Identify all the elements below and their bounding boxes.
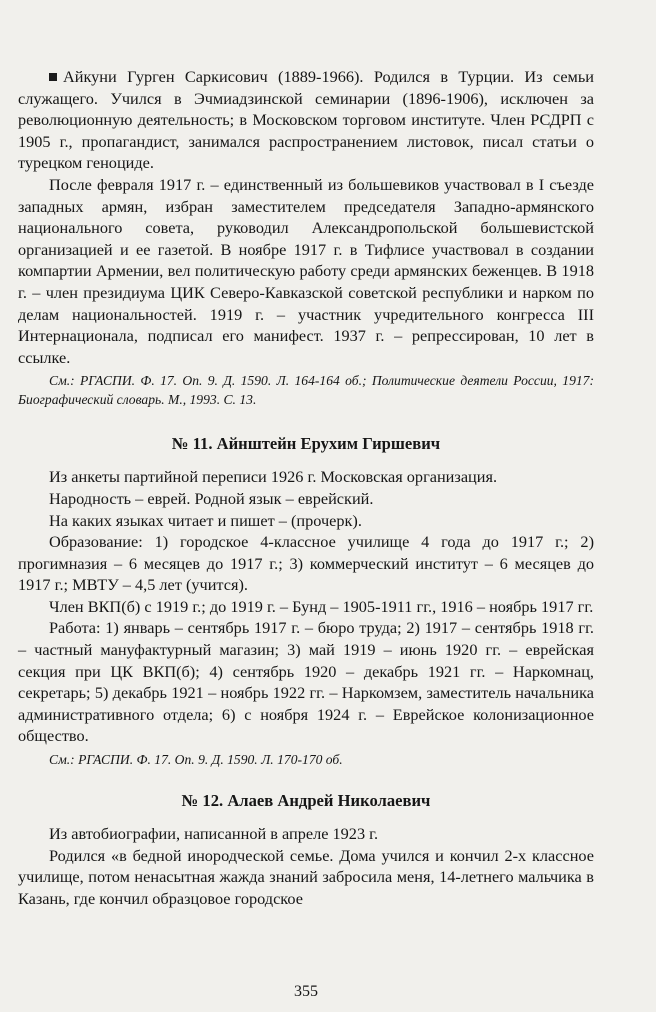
entry-11-paragraph: Член ВКП(б) с 1919 г.; до 1919 г. – Бунд – 1905-1911 гг., 1916 – ноябрь 1917 гг. <box>49 596 594 616</box>
entry-12-heading: № 12. Алаев Андрей Николаевич <box>181 791 431 811</box>
entry-11-source: См.: РГАСПИ. Ф. 17. Оп. 9. Д. 1590. Л. 170-170 об. <box>49 752 343 768</box>
entry-aikuni-paragraph: После февраля 1917 г. – единственный из большевиков участвовал в I съезде западных армян, избран заместителем председателя Западно-армянского национального совета, руководил Александропольской большевистской организацией и ее газетой. В ноябре 1917 г. в Тифлисе участвовал в создании компартии Армении, вел политическую работу среди армянских беженцев. В 1918 г. – член президиума ЦИК Северо-Кавказской советской республики и нарком по делам национальностей. 1919 г. – участник учредительного конгресса III Интернационала, подписал его манифест. 1937 г. – репрессирован, 10 лет в ссылке. <box>18 174 594 367</box>
entry-12-paragraph: Из автобиографии, написанной в апреле 1923 г. <box>49 824 379 844</box>
entry-11-paragraph: Образование: 1) городское 4-классное училище 4 года до 1917 г.; 2) прогимназия – 6 месяцев до 1917 г.; 3) коммерческий институт – 6 месяцев до 1917 г.; МВТУ – 4,5 лет (учится). <box>18 532 594 595</box>
entry-aikuni-source: См.: РГАСПИ. Ф. 17. Оп. 9. Д. 1590. Л. 164-164 об.; Политические деятели России, 1917: Биографический словарь. М., 1993. С. 13. <box>18 373 594 408</box>
page-content <box>18 66 594 909</box>
entry-aikuni-paragraph: Айкуни Гурген Саркисович (1889-1966). Родился в Турции. Из семьи служащего. Учился в Эчмиадзинской семинарии (1896-1906), исключен за революционную деятельность; в Московском торговом институте. Член РСДРП с 1905 г., пропагандист, занимался распространением листовок, писал статьи о турецком геноциде. <box>18 67 594 173</box>
square-bullet-icon <box>49 73 57 81</box>
entry-11-paragraph: Работа: 1) январь – сентябрь 1917 г. – бюро труда; 2) 1917 – сентябрь 1918 гг. – частный мануфактурный магазин; 3) май 1919 – июнь 1920 гг. – еврейская секция при ЦК ВКП(б); 4) сентябрь 1920 – декабрь 1921 гг. – Наркомнац, секретарь; 5) декабрь 1921 – ноябрь 1922 гг. – Наркомзем, заместитель начальника административного отдела; 6) с ноября 1924 г. – Еврейское колонизационное общество. <box>18 618 594 746</box>
entry-11-paragraph: Из анкеты партийной переписи 1926 г. Московская организация. <box>49 467 498 487</box>
entry-11-paragraph: На каких языках читает и пишет – (прочерк). <box>49 510 362 530</box>
entry-11-heading: № 11. Айнштейн Ерухим Гиршевич <box>171 434 441 454</box>
entry-12-paragraph: Родился «в бедной инородческой семье. Дома учился и кончил 2-х классное училище, потом ненасытная жажда знаний забросила меня, 14-летнего мальчика в Казань, где кончил образцовое городское <box>18 845 594 908</box>
page-number: 355 <box>294 983 318 1000</box>
entry-11-paragraph: Народность – еврей. Родной язык – еврейский. <box>49 488 374 508</box>
